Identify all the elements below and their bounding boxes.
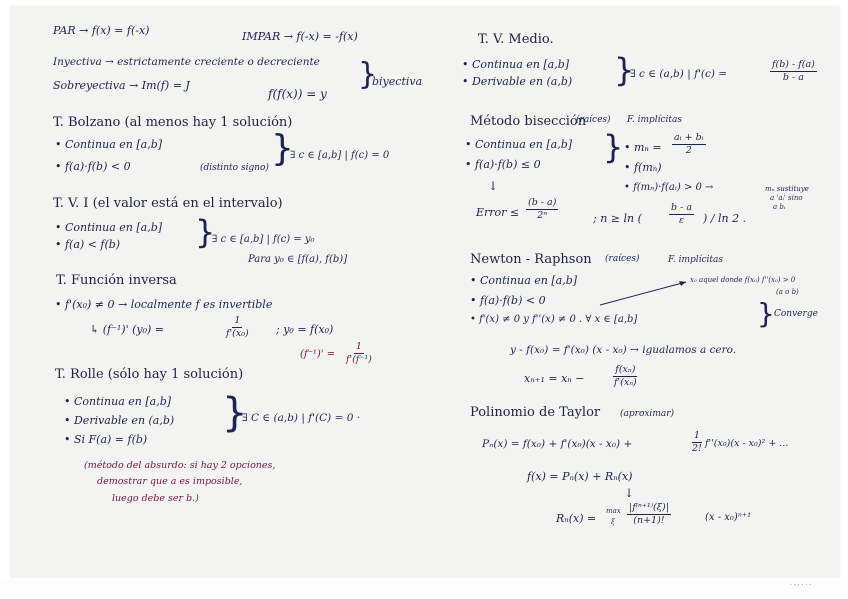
tvm-result: ∃ c ∈ (a,b) | f'(c) = bbox=[630, 68, 728, 80]
inversa-alt-den: f'(f⁻¹) bbox=[346, 354, 372, 366]
f-of-f-line: f(f(x)) = y bbox=[268, 87, 327, 101]
tvm-item-2: • Derivable en (a,b) bbox=[462, 75, 573, 88]
biseccion-title: Método bisección bbox=[470, 114, 587, 129]
inversa-alt-lhs: (f⁻¹)' = bbox=[300, 349, 336, 360]
biseccion-error-fraction bbox=[526, 198, 558, 222]
inversa-item: • f'(x₀) ≠ 0 → localmente f es invertible bbox=[55, 298, 273, 311]
taylor-rn-den: (n+1)! bbox=[633, 515, 665, 527]
taylor-rn-num: |f⁽ⁿ⁺¹⁾(ξ)| bbox=[627, 503, 671, 515]
rolle-note-2: demostrar que a es imposible, bbox=[97, 476, 243, 487]
biseccion-note-3: a bᵢ bbox=[773, 203, 786, 211]
bottom-strip bbox=[0, 578, 848, 599]
biseccion-brace: } bbox=[603, 128, 624, 166]
newton-item-1: • Continua en [a,b] bbox=[470, 274, 578, 287]
newton-tag-raices: (raíces) bbox=[605, 254, 640, 264]
newton-x0-sub: (a o b) bbox=[776, 288, 799, 296]
biseccion-n-num: b - a bbox=[669, 203, 694, 215]
biyectiva-label: biyectiva bbox=[372, 75, 423, 88]
taylor-rn-rest: (x - x₀)ⁿ⁺¹ bbox=[705, 512, 752, 523]
tvm-item-1: • Continua en [a,b] bbox=[462, 58, 570, 71]
newton-iter-num: f(xₙ) bbox=[613, 365, 637, 377]
bolzano-result: ∃ c ∈ [a,b] | f(c) = 0 bbox=[290, 150, 390, 161]
inversa-alt-num: 1 bbox=[354, 342, 364, 354]
biseccion-error-den: 2ⁿ bbox=[537, 210, 548, 222]
inversa-fraction bbox=[224, 316, 251, 340]
impar-definition: IMPAR → f(-x) = -f(x) bbox=[242, 30, 358, 43]
tvi-title: T. V. I (el valor está en el intervalo) bbox=[53, 196, 283, 211]
biseccion-mn-num: aᵢ + bᵢ bbox=[672, 133, 706, 145]
newton-tag-implicitas: F. implícitas bbox=[668, 255, 724, 265]
newton-converge: Converge bbox=[774, 309, 818, 319]
inversa-condition: ; y₀ = f(x₀) bbox=[276, 323, 334, 336]
tvm-fraction-num: f(b) - f(a) bbox=[770, 60, 817, 72]
sobreyectiva-definition: Sobreyectiva → Im(f) = J bbox=[53, 79, 190, 92]
biseccion-note-2: a 'aᵢ' sino bbox=[770, 194, 803, 202]
rolle-note-1: (método del absurdo: si hay 2 opciones, bbox=[84, 460, 276, 471]
inversa-alt-fraction bbox=[344, 342, 374, 366]
bolzano-brace: } bbox=[271, 128, 294, 169]
biseccion-tag-raices: (raíces) bbox=[576, 115, 611, 125]
biseccion-mn-fraction bbox=[672, 133, 706, 157]
tvm-title: T. V. Medio. bbox=[478, 32, 554, 47]
par-definition: PAR → f(x) = f(-x) bbox=[53, 24, 150, 37]
taylor-arrow: ↓ bbox=[624, 486, 635, 500]
taylor-tag: (aproximar) bbox=[620, 409, 675, 419]
tvm-brace: } bbox=[614, 51, 635, 89]
tvi-brace: } bbox=[195, 213, 216, 251]
newton-iter-fraction bbox=[612, 365, 639, 389]
biyectiva-brace: } bbox=[358, 57, 378, 92]
taylor-pn-fraction bbox=[690, 431, 704, 455]
taylor-pn: Pₙ(x) = f(x₀) + f'(x₀)(x - x₀) + bbox=[482, 438, 633, 450]
rolle-item-3: • Si F(a) = f(b) bbox=[64, 433, 148, 446]
bolzano-item-2: • f(a)·f(b) < 0 bbox=[55, 160, 131, 173]
corner-watermark: · · · · · · bbox=[790, 582, 811, 589]
inversa-title: T. Función inversa bbox=[56, 273, 177, 288]
biseccion-mn-den: 2 bbox=[685, 145, 692, 157]
newton-x0-note: x₀ aquel donde f(x₀) f''(x₀) > 0 bbox=[690, 276, 796, 284]
inversa-fraction-den: f'(x₀) bbox=[226, 328, 249, 340]
taylor-title: Polinomio de Taylor bbox=[470, 405, 601, 420]
bolzano-item-1: • Continua en [a,b] bbox=[55, 138, 163, 151]
newton-brace: } bbox=[757, 297, 775, 330]
taylor-rn-max-sub: ξ bbox=[611, 518, 615, 526]
tvi-result-range: Para y₀ ∈ [f(a), f(b)] bbox=[248, 254, 348, 265]
taylor-pn-den: 2! bbox=[692, 443, 702, 455]
tvi-item-1: • Continua en [a,b] bbox=[55, 221, 163, 234]
inversa-formula-lhs: ↳ (f⁻¹)' (y₀) = bbox=[90, 323, 165, 336]
biseccion-n-lhs: ; n ≥ ln ( bbox=[593, 212, 642, 225]
biseccion-fmn: • f(mₙ) bbox=[624, 161, 662, 174]
rolle-note-3: luego debe ser b.) bbox=[112, 493, 199, 504]
rolle-result: ∃ C ∈ (a,b) | f'(C) = 0 · bbox=[242, 412, 361, 424]
biseccion-item-1: • Continua en [a,b] bbox=[465, 138, 573, 151]
rolle-item-1: • Continua en [a,b] bbox=[64, 395, 172, 408]
newton-iter-den: f'(xₙ) bbox=[614, 377, 637, 389]
taylor-pn-rest: f''(x₀)(x - x₀)² + ... bbox=[705, 438, 789, 449]
newton-iter-lhs: xₙ₊₁ = xₙ − bbox=[524, 372, 585, 385]
bolzano-note: (distinto signo) bbox=[200, 163, 269, 173]
taylor-rn-fraction bbox=[627, 503, 671, 527]
tvi-result: ∃ c ∈ [a,b] | f(c) = y₀ bbox=[212, 234, 315, 245]
biseccion-n-rhs: ) / ln 2 . bbox=[703, 212, 747, 225]
inversa-fraction-num: 1 bbox=[232, 316, 242, 328]
bolzano-title: T. Bolzano (al menos hay 1 solución) bbox=[53, 115, 293, 130]
biseccion-tag-implicitas: F. implícitas bbox=[627, 115, 683, 125]
biseccion-n-fraction bbox=[669, 203, 694, 227]
newton-title: Newton - Raphson bbox=[470, 252, 592, 267]
biseccion-item-2: • f(a)·f(b) ≤ 0 bbox=[465, 158, 541, 171]
biseccion-error-num: (b - a) bbox=[526, 198, 558, 210]
biseccion-mn-lhs: • mₙ = bbox=[624, 141, 662, 154]
tvm-fraction bbox=[770, 60, 817, 84]
taylor-pn-num: 1 bbox=[692, 431, 702, 443]
newton-item-2: • f(a)·f(b) < 0 bbox=[470, 294, 546, 307]
tvi-item-2: • f(a) < f(b) bbox=[55, 238, 121, 251]
rolle-brace: } bbox=[222, 390, 248, 436]
tvm-fraction-den: b - a bbox=[782, 72, 804, 84]
newton-tangent: y - f(x₀) = f'(x₀) (x - x₀) → igualamos a cero. bbox=[510, 344, 737, 356]
biseccion-condition: • f(mₙ)·f(aᵢ) > 0 → bbox=[624, 182, 714, 193]
biseccion-note-1: mₙ sustituye bbox=[765, 185, 809, 193]
newton-item-3: • f'(x) ≠ 0 y f''(x) ≠ 0 . ∀ x ∈ [a,b] bbox=[470, 314, 638, 325]
taylor-fx: f(x) = Pₙ(x) + Rₙ(x) bbox=[527, 470, 633, 483]
taylor-rn-lhs: Rₙ(x) = bbox=[556, 512, 597, 525]
biseccion-arrow: ↓ bbox=[488, 179, 499, 193]
rolle-item-2: • Derivable en (a,b) bbox=[64, 414, 175, 427]
rolle-title: T. Rolle (sólo hay 1 solución) bbox=[55, 367, 244, 382]
taylor-rn-max: max bbox=[606, 507, 621, 515]
biseccion-error-lhs: Error ≤ bbox=[476, 206, 520, 219]
inyectiva-definition: Inyectiva → estrictamente creciente o decreciente bbox=[53, 56, 320, 68]
biseccion-n-den: ε bbox=[678, 215, 685, 227]
